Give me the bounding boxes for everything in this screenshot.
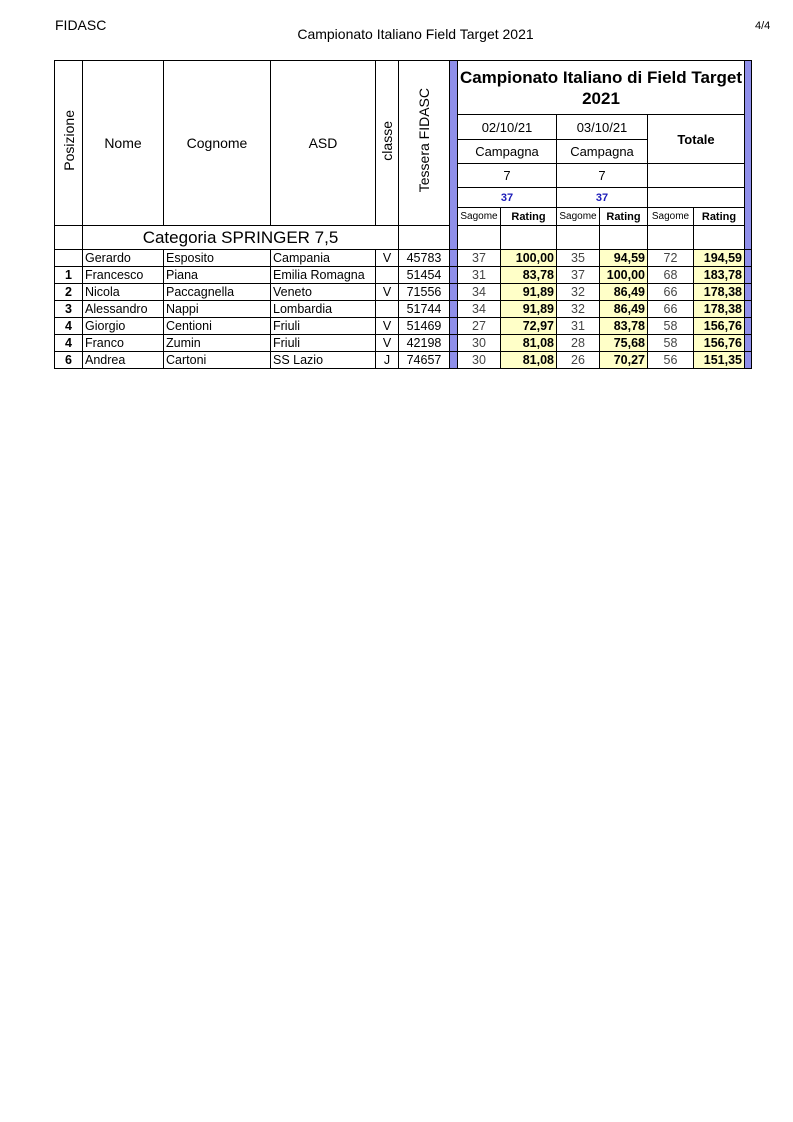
- cell-rating-day2: 86,49: [600, 301, 648, 318]
- cell-rating-day2: 100,00: [600, 267, 648, 284]
- row-separator: [450, 301, 458, 318]
- row-separator: [450, 352, 458, 369]
- separator-bar-right: [745, 61, 752, 250]
- category-empty: [600, 226, 648, 250]
- rating-header: Rating: [600, 208, 648, 226]
- category-empty: [501, 226, 557, 250]
- cell-nome: Alessandro: [83, 301, 164, 318]
- cell-sagome-total: 66: [648, 284, 694, 301]
- cell-rating-day2: 70,27: [600, 352, 648, 369]
- day2-targets: 37: [557, 188, 648, 208]
- day1-num: 7: [458, 164, 557, 188]
- cell-rating-day1: 81,08: [501, 352, 557, 369]
- day1-date: 02/10/21: [458, 115, 557, 140]
- cell-tessera: 51454: [399, 267, 450, 284]
- cell-sagome-total: 56: [648, 352, 694, 369]
- cell-sagome-day2: 32: [557, 284, 600, 301]
- cell-classe: V: [376, 250, 399, 267]
- cell-rating-day2: 83,78: [600, 318, 648, 335]
- cell-pos: 3: [55, 301, 83, 318]
- row-separator-right: [745, 352, 752, 369]
- day1-type: Campagna: [458, 140, 557, 164]
- table-row: [55, 250, 752, 267]
- cell-nome: Giorgio: [83, 318, 164, 335]
- cell-asd: Veneto: [271, 284, 376, 301]
- cell-nome: Gerardo: [83, 250, 164, 267]
- day2-num: 7: [557, 164, 648, 188]
- cell-classe: V: [376, 284, 399, 301]
- table-row: [55, 284, 752, 301]
- cell-tessera: 42198: [399, 335, 450, 352]
- row-separator: [450, 284, 458, 301]
- category-empty: [694, 226, 745, 250]
- table-row: [55, 301, 752, 318]
- cell-sagome-day2: 37: [557, 267, 600, 284]
- row-separator: [450, 250, 458, 267]
- row-separator-right: [745, 250, 752, 267]
- championship-title: Campionato Italiano di Field Target 2021: [458, 61, 745, 115]
- cell-tessera: 51744: [399, 301, 450, 318]
- cell-tessera: 51469: [399, 318, 450, 335]
- cell-rating-day1: 91,89: [501, 301, 557, 318]
- col-header-cognome: Cognome: [164, 61, 271, 226]
- cell-sagome-total: 66: [648, 301, 694, 318]
- rating-header: Rating: [501, 208, 557, 226]
- cell-pos: 1: [55, 267, 83, 284]
- cell-cognome: Nappi: [164, 301, 271, 318]
- day1-targets: 37: [458, 188, 557, 208]
- separator-bar: [450, 61, 458, 250]
- cell-classe: V: [376, 318, 399, 335]
- cell-pos: 2: [55, 284, 83, 301]
- cell-sagome-day1: 30: [458, 335, 501, 352]
- category-pos-empty: [55, 226, 83, 250]
- row-separator: [450, 318, 458, 335]
- cell-sagome-day2: 32: [557, 301, 600, 318]
- table-row: [55, 352, 752, 369]
- cell-sagome-total: 68: [648, 267, 694, 284]
- cell-rating-total: 178,38: [694, 301, 745, 318]
- category-empty: [557, 226, 600, 250]
- day2-date: 03/10/21: [557, 115, 648, 140]
- col-header-tessera: Tessera FIDASC: [399, 61, 450, 226]
- table-row: [55, 335, 752, 352]
- cell-rating-total: 151,35: [694, 352, 745, 369]
- cell-sagome-day2: 31: [557, 318, 600, 335]
- cell-rating-total: 156,76: [694, 335, 745, 352]
- col-header-posizione: Posizione: [55, 61, 83, 226]
- cell-classe: [376, 301, 399, 318]
- cell-pos: 4: [55, 318, 83, 335]
- cell-tessera: 45783: [399, 250, 450, 267]
- cell-nome: Andrea: [83, 352, 164, 369]
- cell-sagome-day2: 28: [557, 335, 600, 352]
- cell-rating-day2: 94,59: [600, 250, 648, 267]
- cell-rating-day1: 91,89: [501, 284, 557, 301]
- col-header-classe: classe: [376, 61, 399, 226]
- cell-sagome-day2: 35: [557, 250, 600, 267]
- cell-asd: Campania: [271, 250, 376, 267]
- row-separator-right: [745, 335, 752, 352]
- col-header-nome: Nome: [83, 61, 164, 226]
- sagome-header: Sagome: [648, 208, 694, 226]
- sagome-header: Sagome: [458, 208, 501, 226]
- cell-rating-day2: 75,68: [600, 335, 648, 352]
- cell-cognome: Paccagnella: [164, 284, 271, 301]
- cell-cognome: Piana: [164, 267, 271, 284]
- cell-sagome-total: 58: [648, 335, 694, 352]
- cell-pos: 6: [55, 352, 83, 369]
- cell-classe: [376, 267, 399, 284]
- row-separator-right: [745, 301, 752, 318]
- cell-sagome-day1: 34: [458, 301, 501, 318]
- cell-cognome: Esposito: [164, 250, 271, 267]
- cell-sagome-day1: 37: [458, 250, 501, 267]
- cell-sagome-day2: 26: [557, 352, 600, 369]
- results-table: [54, 60, 752, 369]
- cell-pos: 4: [55, 335, 83, 352]
- totale-targets-empty: [648, 188, 745, 208]
- totale-header: Totale: [648, 115, 745, 164]
- cell-sagome-day1: 30: [458, 352, 501, 369]
- cell-cognome: Zumin: [164, 335, 271, 352]
- category-empty: [458, 226, 501, 250]
- totale-empty: [648, 164, 745, 188]
- cell-asd: Lombardia: [271, 301, 376, 318]
- col-header-asd: ASD: [271, 61, 376, 226]
- cell-cognome: Centioni: [164, 318, 271, 335]
- cell-classe: V: [376, 335, 399, 352]
- cell-rating-day1: 83,78: [501, 267, 557, 284]
- cell-asd: SS Lazio: [271, 352, 376, 369]
- cell-rating-total: 178,38: [694, 284, 745, 301]
- cell-rating-total: 156,76: [694, 318, 745, 335]
- cell-sagome-day1: 34: [458, 284, 501, 301]
- day2-type: Campagna: [557, 140, 648, 164]
- cell-classe: J: [376, 352, 399, 369]
- cell-rating-day1: 72,97: [501, 318, 557, 335]
- sagome-header: Sagome: [557, 208, 600, 226]
- category-label: Categoria SPRINGER 7,5: [83, 226, 399, 250]
- cell-rating-day1: 81,08: [501, 335, 557, 352]
- cell-nome: Franco: [83, 335, 164, 352]
- cell-rating-day2: 86,49: [600, 284, 648, 301]
- cell-rating-day1: 100,00: [501, 250, 557, 267]
- cell-cognome: Cartoni: [164, 352, 271, 369]
- cell-tessera: 74657: [399, 352, 450, 369]
- row-separator-right: [745, 267, 752, 284]
- cell-sagome-total: 58: [648, 318, 694, 335]
- cell-rating-total: 194,59: [694, 250, 745, 267]
- cell-rating-total: 183,78: [694, 267, 745, 284]
- table-row: [55, 267, 752, 284]
- cell-sagome-day1: 27: [458, 318, 501, 335]
- cell-asd: Friuli: [271, 335, 376, 352]
- row-separator: [450, 267, 458, 284]
- row-separator-right: [745, 284, 752, 301]
- category-tessera-empty: [399, 226, 450, 250]
- cell-pos: [55, 250, 83, 267]
- category-empty: [648, 226, 694, 250]
- event-title: Campionato Italiano Field Target 2021: [297, 26, 534, 42]
- cell-asd: Emilia Romagna: [271, 267, 376, 284]
- table-row: [55, 318, 752, 335]
- cell-sagome-total: 72: [648, 250, 694, 267]
- org-name: FIDASC: [55, 17, 107, 33]
- cell-nome: Nicola: [83, 284, 164, 301]
- cell-asd: Friuli: [271, 318, 376, 335]
- page-number: 4/4: [755, 20, 771, 32]
- cell-nome: Francesco: [83, 267, 164, 284]
- cell-sagome-day1: 31: [458, 267, 501, 284]
- row-separator: [450, 335, 458, 352]
- cell-tessera: 71556: [399, 284, 450, 301]
- rating-header: Rating: [694, 208, 745, 226]
- row-separator-right: [745, 318, 752, 335]
